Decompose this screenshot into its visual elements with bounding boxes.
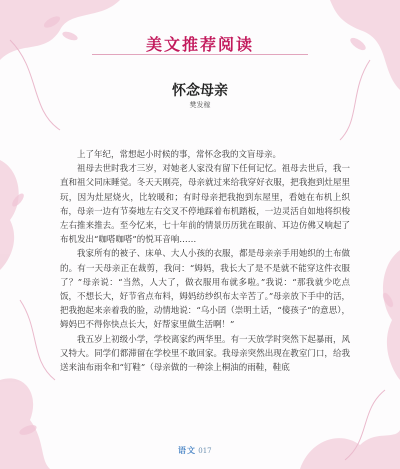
article-paragraph: 上了年纪，常想起小时候的事，常怀念我的文盲母亲。 [77, 150, 282, 160]
page-number: 017 [198, 447, 212, 455]
header-divider [92, 54, 308, 55]
magazine-logo: 语文 [178, 445, 196, 455]
section-header: 美文推荐阅读 [145, 35, 254, 54]
article-paragraph: 祖母去世时我才三岁，对她老人家没有留下任何记忆。祖母去世后，我一直和祖父同床睡觉。冬天天刚亮，母亲就过来给我穿好衣服，把我抱到灶屋里玩，因为灶屋烧火，比较暖和；有时母亲把我抱到东屋里，看她在布机上织布，母亲一边有节奏地左右交叉不停地踩着布机踏板，一边灵活自如地将织梭左右推来推去。至今忆来，七十年前的情景历历犹在眼前、耳边仿佛又响起了布机发出“咖嗒咖嗒”的悦耳音响…… [60, 164, 350, 246]
page-footer [178, 445, 212, 459]
article-body [60, 148, 350, 375]
article-paragraph: 我家所有的被子、床单、大人小孩的衣服，都是母亲亲手用她织的土布做的。有一天母亲正在裁剪，我问：“姆妈，我长大了是不是就不能穿这件衣服了？”母亲说：“当然，人大了，做衣服用布就多啦。”我说：“那我就少吃点饭，不想长大，好节省点布料，姆妈纺纱织布太辛苦了。”母亲放下手中的活，把我抱起来亲着我的脸，动情地说：“乌小囝（崇明土话，“傻孩子”的意思），姆妈巴不得你快点长大，好帮家里做生活啊！” [60, 249, 350, 331]
article-paragraph: 我五岁上初级小学，学校离家约两华里。有一天放学时突然下起暴雨，风又特大。同学们都滞留在学校里不敢回家。我母亲突然出现在教室门口，给我送来油布雨伞和“钉鞋”（母亲做的一种涂上桐油的雨鞋，鞋底 [60, 334, 350, 374]
article-author: 樊发稼 [189, 101, 211, 109]
article-title: 怀念母亲 [172, 83, 228, 99]
